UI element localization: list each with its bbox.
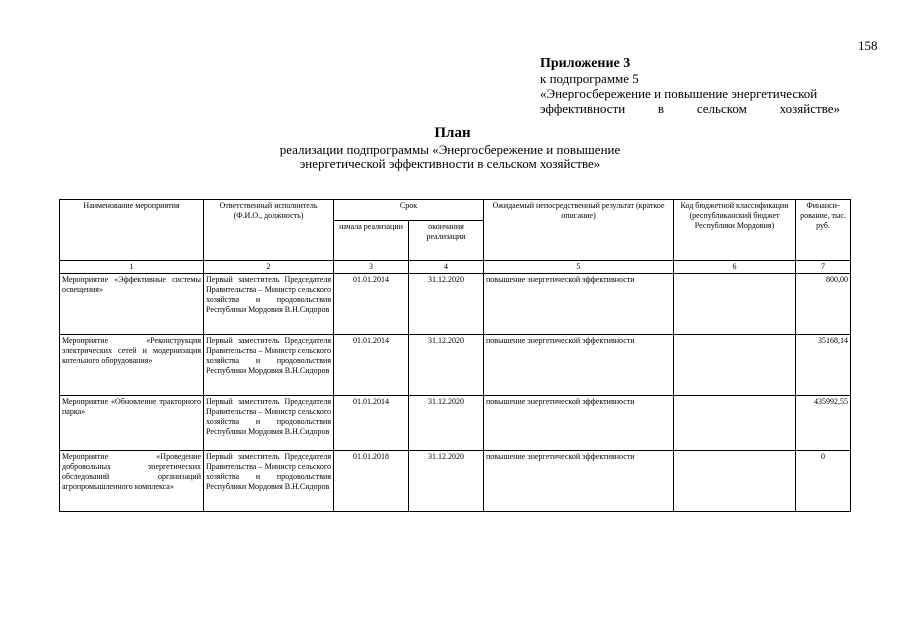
appendix-line-2: «Энергосбережение и повышение энергетической [540, 86, 818, 101]
budget-code [674, 396, 796, 451]
executor: Первый заместитель Председателя Правительства – Министр сельского хозяйства и продовольствия Республики Мордовия В.Н.Сидоров [204, 451, 334, 512]
financing-amount: 0 [796, 451, 851, 512]
start-date: 01.01.2014 [334, 274, 409, 335]
header-executor: Ответственный исполнитель (Ф.И.О., должность) [204, 200, 334, 261]
plan-subtitle-line-1: реализации подпрограммы «Энергосбережение и повышение [279, 142, 621, 157]
financing-amount: 435992,55 [796, 396, 851, 451]
appendix-line-1: к подпрограмме 5 [540, 71, 639, 86]
expected-result: повышение энергетической эффективности [484, 274, 674, 335]
executor: Первый заместитель Председателя Правительства – Министр сельского хозяйства и продовольствия Республики Мордовия В.Н.Сидоров [204, 274, 334, 335]
header-term: Срок [334, 200, 484, 221]
budget-code [674, 335, 796, 396]
plan-table [59, 199, 851, 512]
table-row [60, 451, 851, 512]
appendix-title: Приложение 3 [540, 56, 631, 71]
executor: Первый заместитель Председателя Правительства – Министр сельского хозяйства и продовольствия Республики Мордовия В.Н.Сидоров [204, 335, 334, 396]
header-name: Наименование мероприятия [60, 200, 204, 261]
executor: Первый заместитель Председателя Правительства – Министр сельского хозяйства и продовольствия Республики Мордовия В.Н.Сидоров [204, 396, 334, 451]
start-date: 01.01.2018 [334, 451, 409, 512]
start-date: 01.01.2014 [334, 335, 409, 396]
column-number: 4 [409, 261, 484, 274]
activity-name: Мероприятие «Эффективные системы освещения» [60, 274, 204, 335]
end-date: 31.12.2020 [409, 274, 484, 335]
budget-code [674, 274, 796, 335]
end-date: 31.12.2020 [409, 396, 484, 451]
appendix-block [540, 56, 840, 116]
column-number: 6 [674, 261, 796, 274]
header-budget-code: Код бюджетной классификации (республиканский бюджет Республики Мордовия) [674, 200, 796, 261]
expected-result: повышение энергетической эффективности [484, 396, 674, 451]
activity-name: Мероприятие «Проведение добровольных энергетических обследований организаций агропромышленного комплекса» [60, 451, 204, 512]
table-row [60, 396, 851, 451]
budget-code [674, 451, 796, 512]
header-financing: Финанси-рование, тыс. руб. [796, 200, 851, 261]
page-number: 158 [858, 38, 878, 53]
activity-name: Мероприятие «Реконструкция электрических сетей и модернизация котельного оборудования» [60, 335, 204, 396]
header-term-end: окончания реализации [409, 221, 484, 261]
table-row [60, 335, 851, 396]
plan-title: План [434, 125, 471, 141]
financing-amount: 800,00 [796, 274, 851, 335]
table-row [60, 274, 851, 335]
column-number: 7 [796, 261, 851, 274]
plan-subtitle-line-2: энергетической эффективности в сельском хозяйстве» [299, 156, 601, 171]
column-number: 3 [334, 261, 409, 274]
column-number: 5 [484, 261, 674, 274]
column-number: 1 [60, 261, 204, 274]
expected-result: повышение энергетической эффективности [484, 335, 674, 396]
expected-result: повышение энергетической эффективности [484, 451, 674, 512]
header-result: Ожидаемый непосредственный результат (краткое описание) [484, 200, 674, 261]
appendix-line-3: эффективности в сельском хозяйстве» [540, 101, 840, 116]
header-term-start: начала реализации [334, 221, 409, 261]
end-date: 31.12.2020 [409, 451, 484, 512]
plan-subtitle [250, 143, 650, 171]
column-number-row [60, 261, 851, 274]
start-date: 01.01.2014 [334, 396, 409, 451]
financing-amount: 35168,14 [796, 335, 851, 396]
activity-name: Мероприятие «Обновление тракторного парка» [60, 396, 204, 451]
end-date: 31.12.2020 [409, 335, 484, 396]
column-number: 2 [204, 261, 334, 274]
